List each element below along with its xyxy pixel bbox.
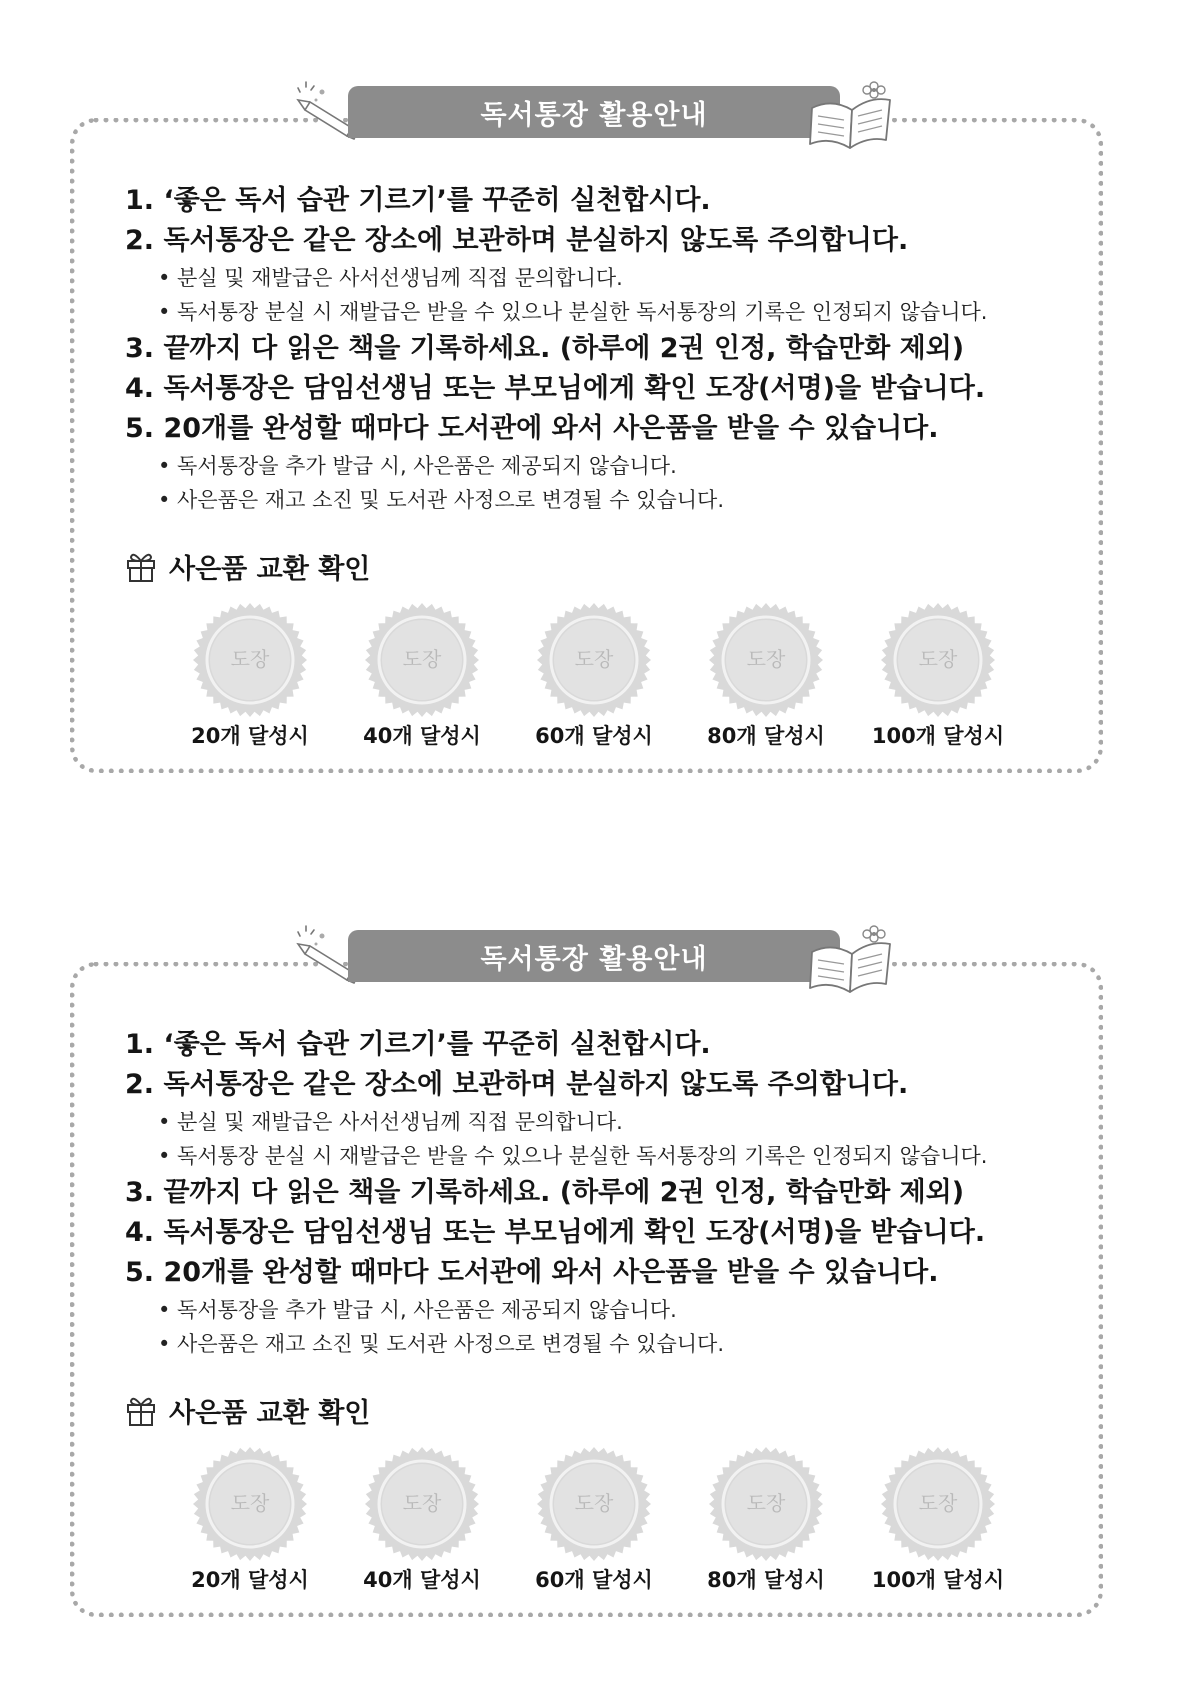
guide-card-2 [0, 922, 1181, 1622]
rule-item: 2. 독서통장은 같은 장소에 보관하며 분실하지 않도록 주의합니다. [125, 1069, 909, 1100]
rule-item: 5. 20개를 완성할 때마다 도서관에 와서 사은품을 받을 수 있습니다. [125, 413, 939, 444]
banner-title: 독서통장 활용안내 [480, 99, 708, 131]
stamp-placeholder: 도장 [402, 1491, 442, 1515]
stamp-circle [534, 601, 654, 719]
rule-item: 5. 20개를 완성할 때마다 도서관에 와서 사은품을 받을 수 있습니다. [125, 1257, 939, 1288]
stamp-placeholder: 도장 [402, 647, 442, 671]
rules-list [125, 181, 1085, 517]
rule-subitem: • 독서통장 분실 시 재발급은 받을 수 있으나 분실한 독서통장의 기록은 인정되지 않습니다. [158, 1144, 988, 1168]
stamp-circle [362, 1445, 482, 1563]
stamp-circle [878, 601, 998, 719]
title-banner [348, 930, 840, 982]
stamp-caption: 40개 달성시 [363, 1568, 481, 1592]
rule-item: 1. ‘좋은 독서 습관 기르기’를 꾸준히 실천합시다. [125, 185, 711, 216]
rule-item: 4. 독서통장은 담임선생님 또는 부모님에게 확인 도장(서명)을 받습니다. [125, 373, 986, 404]
rule-item: 2. 독서통장은 같은 장소에 보관하며 분실하지 않도록 주의합니다. [125, 225, 909, 256]
rule-item: 3. 끝까지 다 읽은 책을 기록하세요. (하루에 2권 인정, 학습만화 제외) [125, 333, 965, 364]
gift-section-header [125, 1390, 370, 1430]
rule-item: 1. ‘좋은 독서 습관 기르기’를 꾸준히 실천합시다. [125, 1029, 711, 1060]
stamp-circle [706, 1445, 826, 1563]
stamp-placeholder: 도장 [746, 647, 786, 671]
stamp-placeholder: 도장 [230, 1491, 270, 1515]
stamp-caption: 20개 달성시 [191, 724, 309, 748]
stamp-circle [878, 1445, 998, 1563]
open-book-icon [808, 922, 898, 996]
banner-title: 독서통장 활용안내 [480, 943, 708, 975]
stamp-placeholder: 도장 [746, 1491, 786, 1515]
rule-item: 4. 독서통장은 담임선생님 또는 부모님에게 확인 도장(서명)을 받습니다. [125, 1217, 986, 1248]
guide-card-1 [0, 78, 1181, 778]
gift-section-header [125, 546, 370, 586]
title-banner [348, 86, 840, 138]
stamp-caption: 40개 달성시 [363, 724, 481, 748]
rule-item: 3. 끝까지 다 읽은 책을 기록하세요. (하루에 2권 인정, 학습만화 제외) [125, 1177, 965, 1208]
stamp-placeholder: 도장 [574, 1491, 614, 1515]
stamp-circle [706, 601, 826, 719]
stamp-caption: 60개 달성시 [535, 724, 653, 748]
rule-subitem: • 분실 및 재발급은 사서선생님께 직접 문의합니다. [158, 266, 623, 290]
rule-subitem: • 독서통장 분실 시 재발급은 받을 수 있으나 분실한 독서통장의 기록은 인정되지 않습니다. [158, 300, 988, 324]
rule-subitem: • 사은품은 재고 소진 및 도서관 사정으로 변경될 수 있습니다. [158, 1332, 725, 1356]
stamp-caption: 80개 달성시 [707, 724, 825, 748]
gift-box-icon [125, 1393, 157, 1427]
stamp-caption: 100개 달성시 [871, 724, 1005, 748]
stamp-caption: 60개 달성시 [535, 1568, 653, 1592]
rule-subitem: • 독서통장을 추가 발급 시, 사은품은 제공되지 않습니다. [158, 454, 677, 478]
stamp-caption: 80개 달성시 [707, 1568, 825, 1592]
stamp-circle [534, 1445, 654, 1563]
stamp-caption: 100개 달성시 [871, 1568, 1005, 1592]
gift-section-title: 사은품 교환 확인 [169, 553, 371, 585]
stamp-placeholder: 도장 [918, 1491, 958, 1515]
open-book-icon [808, 78, 898, 152]
stamp-caption: 20개 달성시 [191, 1568, 309, 1592]
stamp-placeholder: 도장 [574, 647, 614, 671]
rule-subitem: • 분실 및 재발급은 사서선생님께 직접 문의합니다. [158, 1110, 623, 1134]
rule-subitem: • 사은품은 재고 소진 및 도서관 사정으로 변경될 수 있습니다. [158, 488, 725, 512]
rule-subitem: • 독서통장을 추가 발급 시, 사은품은 제공되지 않습니다. [158, 1298, 677, 1322]
gift-section-title: 사은품 교환 확인 [169, 1397, 371, 1429]
stamp-placeholder: 도장 [230, 647, 270, 671]
gift-box-icon [125, 549, 157, 583]
stamp-circle [190, 1445, 310, 1563]
stamp-circle [190, 601, 310, 719]
rules-list [125, 1025, 1085, 1361]
stamp-circle [362, 601, 482, 719]
stamp-placeholder: 도장 [918, 647, 958, 671]
